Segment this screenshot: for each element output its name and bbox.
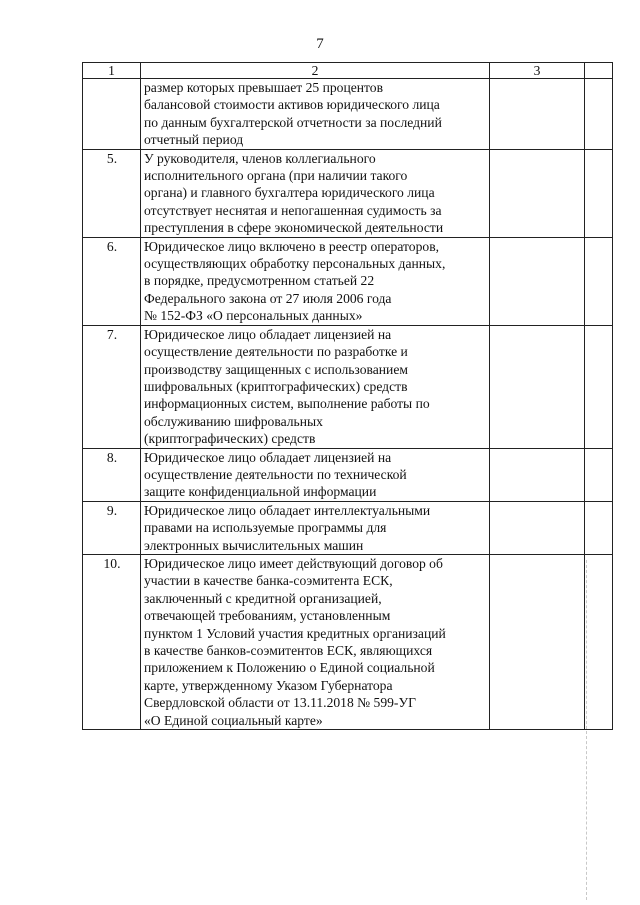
text-line: Свердловской области от 13.11.2018 № 599-УГ: [144, 695, 416, 711]
text-line: Юридическое лицо обладает интеллектуальными: [144, 502, 431, 518]
table-row: [83, 501, 613, 554]
text-line: карте, утвержденному Указом Губернатора: [144, 677, 393, 693]
column-4-cell: [585, 79, 613, 150]
text-line: Юридическое лицо обладает лицензией на: [144, 326, 392, 342]
column-3-cell: [490, 149, 585, 237]
text-line: информационных систем, выполнение работы по: [144, 396, 430, 412]
text-line: осуществление деятельности по разработке и: [144, 344, 408, 360]
column-4-cell: [585, 149, 613, 237]
table-row: [83, 325, 613, 448]
column-3-cell: [490, 237, 585, 325]
table-row: [83, 237, 613, 325]
text-line: «О Единой социальный карте»: [144, 712, 323, 728]
table-row: [83, 448, 613, 501]
text-line: органа) и главного бухгалтера юридического лица: [144, 185, 435, 201]
requirement-text: [141, 149, 490, 237]
text-line: осуществление деятельности по технической: [144, 466, 407, 482]
text-line: участии в качестве банка-соэмитента ЕСК,: [144, 573, 393, 589]
text-line: балансовой стоимости активов юридического лица: [144, 97, 440, 113]
text-line: (криптографических) средств: [144, 431, 316, 447]
text-line: приложением к Положению о Единой социальной: [144, 660, 435, 676]
text-line: исполнительного органа (при наличии такого: [144, 168, 408, 184]
text-line: У руководителя, членов коллегиального: [144, 150, 376, 166]
text-line: осуществляющих обработку персональных данных,: [144, 256, 446, 272]
page-number: 7: [316, 36, 324, 52]
text-line: в качестве банков-соэмитентов ЕСК, являющихся: [144, 643, 433, 658]
text-line: заключенный с кредитной организацией,: [144, 590, 382, 606]
column-3-cell: [490, 554, 585, 729]
row-number: 10.: [83, 554, 141, 729]
row-number: 7.: [83, 325, 141, 448]
requirement-text: [141, 448, 490, 501]
column-4-cell: [585, 325, 613, 448]
text-line: Юридическое лицо обладает лицензией на: [144, 449, 392, 465]
column-4-cell: [585, 554, 613, 729]
text-line: обслуживанию шифровальных: [144, 413, 323, 429]
column-3-cell: [490, 325, 585, 448]
text-line: электронных вычислительных машин: [144, 537, 364, 553]
text-line: № 152-ФЗ «О персональных данных»: [144, 308, 363, 324]
text-line: в порядке, предусмотренном статьей 22: [144, 273, 375, 289]
requirement-text: [141, 79, 490, 150]
column-header: [585, 63, 613, 79]
column-3-cell: [490, 79, 585, 150]
requirement-text: [141, 501, 490, 554]
text-line: преступления в сфере экономической деятельности: [144, 220, 444, 236]
row-number: 9.: [83, 501, 141, 554]
text-line: защите конфиденциальной информации: [144, 484, 377, 500]
table-row: [83, 149, 613, 237]
row-number: [83, 79, 141, 150]
text-line: производству защищенных с использованием: [144, 361, 408, 377]
column-header: 1: [83, 63, 141, 79]
column-header: 2: [141, 63, 490, 79]
column-4-cell: [585, 448, 613, 501]
table-row: [83, 554, 613, 729]
column-3-cell: [490, 501, 585, 554]
requirement-text: [141, 237, 490, 325]
text-line: по данным бухгалтерской отчетности за последний: [144, 114, 442, 130]
requirement-text: [141, 554, 490, 729]
scan-artifact-line: [586, 560, 587, 900]
text-line: Юридическое лицо включено в реестр операторов,: [144, 238, 440, 254]
row-number: 8.: [83, 448, 141, 501]
text-line: шифровальных (криптографических) средств: [144, 378, 408, 394]
text-line: пунктом 1 Условий участия кредитных организаций: [144, 625, 446, 641]
table-header-row: [83, 63, 613, 79]
text-line: размер которых превышает 25 процентов: [144, 80, 384, 95]
text-line: отвечающей требованиям, установленным: [144, 608, 391, 624]
text-line: правами на используемые программы для: [144, 520, 387, 536]
column-header: 3: [490, 63, 585, 79]
column-4-cell: [585, 237, 613, 325]
text-line: отчетный период: [144, 132, 244, 148]
requirements-table: [82, 62, 613, 730]
requirement-text: [141, 325, 490, 448]
text-line: Федерального закона от 27 июля 2006 года: [144, 290, 392, 306]
row-number: 6.: [83, 237, 141, 325]
text-line: Юридическое лицо имеет действующий договор об: [144, 555, 443, 571]
text-line: отсутствует неснятая и непогашенная судимость за: [144, 202, 442, 218]
table-row: [83, 79, 613, 150]
row-number: 5.: [83, 149, 141, 237]
column-3-cell: [490, 448, 585, 501]
column-4-cell: [585, 501, 613, 554]
